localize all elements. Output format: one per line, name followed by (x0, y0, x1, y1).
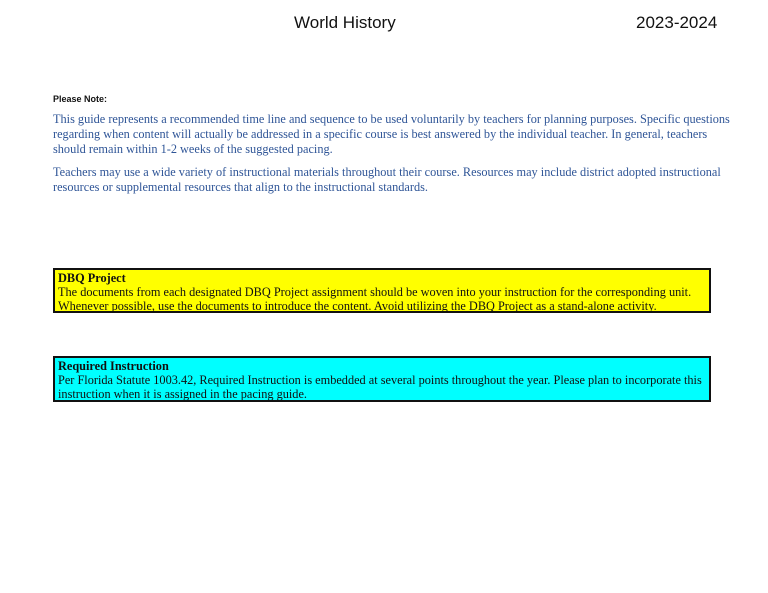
required-instruction-callout (53, 356, 711, 402)
dbq-project-body: The documents from each designated DBQ Project assignment should be woven into your instruction for the corresponding unit. Whenever possible, use the documents to introduce the content. Avoid utilizing the DBQ Project as a stand-alone activity. (58, 285, 692, 313)
dbq-project-title: DBQ Project (58, 271, 126, 285)
school-year: 2023-2024 (636, 13, 718, 32)
note-paragraph-materials: Teachers may use a wide variety of instructional materials throughout their course. Resources may include district adopted instructional resources or supplemental resources that align to the instructional standards. (53, 165, 721, 195)
required-instruction-title: Required Instruction (58, 359, 169, 373)
please-note-label: Please Note: (53, 94, 108, 104)
course-title: World History (294, 13, 396, 32)
required-instruction-body: Per Florida Statute 1003.42, Required Instruction is embedded at several points throughout the year. Please plan to incorporate this instruction when it is assigned in the pacing guide. (58, 373, 702, 401)
dbq-project-callout (53, 268, 711, 313)
note-paragraph-pacing: This guide represents a recommended time line and sequence to be used voluntarily by teachers for planning purposes. Specific questions regarding when content will actually be addressed in a specific course is best answered by the individual teacher. In general, teachers should remain within 1-2 weeks of the suggested pacing. (53, 112, 730, 157)
